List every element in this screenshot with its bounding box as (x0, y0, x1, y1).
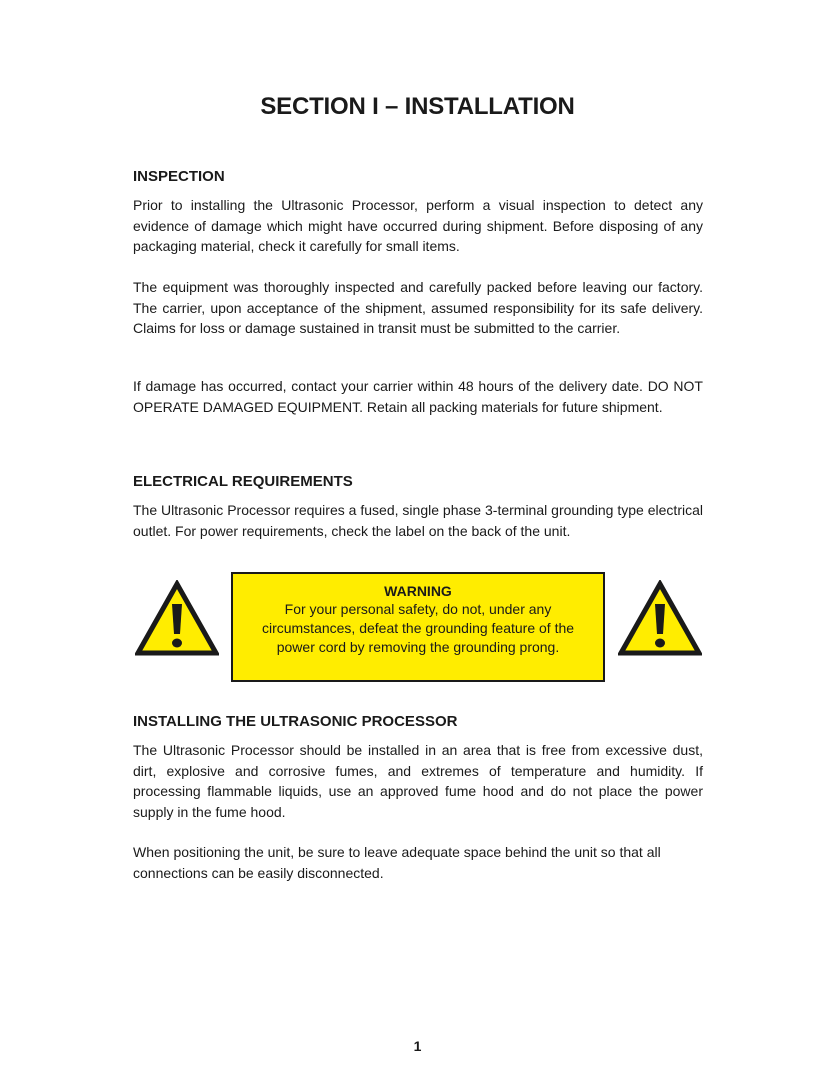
installing-paragraph-1: The Ultrasonic Processor should be installed in an area that is free from excessive dust, dirt, explosive and corrosive fumes, and extremes of temperature and humidity. If processing flammable liquids, use an approved fume hood and do not place the power supply in the fume hood. (133, 742, 703, 820)
inspection-heading: INSPECTION (133, 168, 225, 185)
inspection-paragraph-3: If damage has occurred, contact your carrier within 48 hours of the delivery date. DO NOT OPERATE DAMAGED EQUIPMENT. Retain all packing materials for future shipment. (133, 378, 703, 415)
inspection-paragraph-1: Prior to installing the Ultrasonic Processor, perform a visual inspection to detect any evidence of damage which might have occurred during shipment. Before disposing of any packaging material, check it carefully for small items. (133, 197, 703, 254)
warning-triangle-icon (618, 580, 702, 656)
electrical-paragraph: The Ultrasonic Processor requires a fused, single phase 3-terminal grounding type electrical outlet. For power requirements, check the label on the back of the unit. (133, 502, 703, 539)
warning-triangle-icon (135, 580, 219, 656)
electrical-heading: ELECTRICAL REQUIREMENTS (133, 473, 353, 490)
page-title: SECTION I – INSTALLATION (260, 93, 575, 120)
installing-heading: INSTALLING THE ULTRASONIC PROCESSOR (133, 713, 458, 730)
page-number: 1 (413, 1038, 422, 1054)
inspection-paragraph-2: The equipment was thoroughly inspected and carefully packed before leaving our factory. The carrier, upon acceptance of the shipment, assumed responsibility for its safe delivery. Claims for loss or damage sustained in transit must be submitted to the carrier. (133, 279, 703, 336)
warning-title: WARNING (384, 583, 452, 599)
warning-box (231, 572, 605, 682)
warning-text: For your personal safety, do not, under any circumstances, defeat the grounding feature of the power cord by removing the grounding prong. (261, 601, 575, 655)
installing-paragraph-2: When positioning the unit, be sure to leave adequate space behind the unit so that all connections can be easily disconnected. (133, 844, 661, 881)
